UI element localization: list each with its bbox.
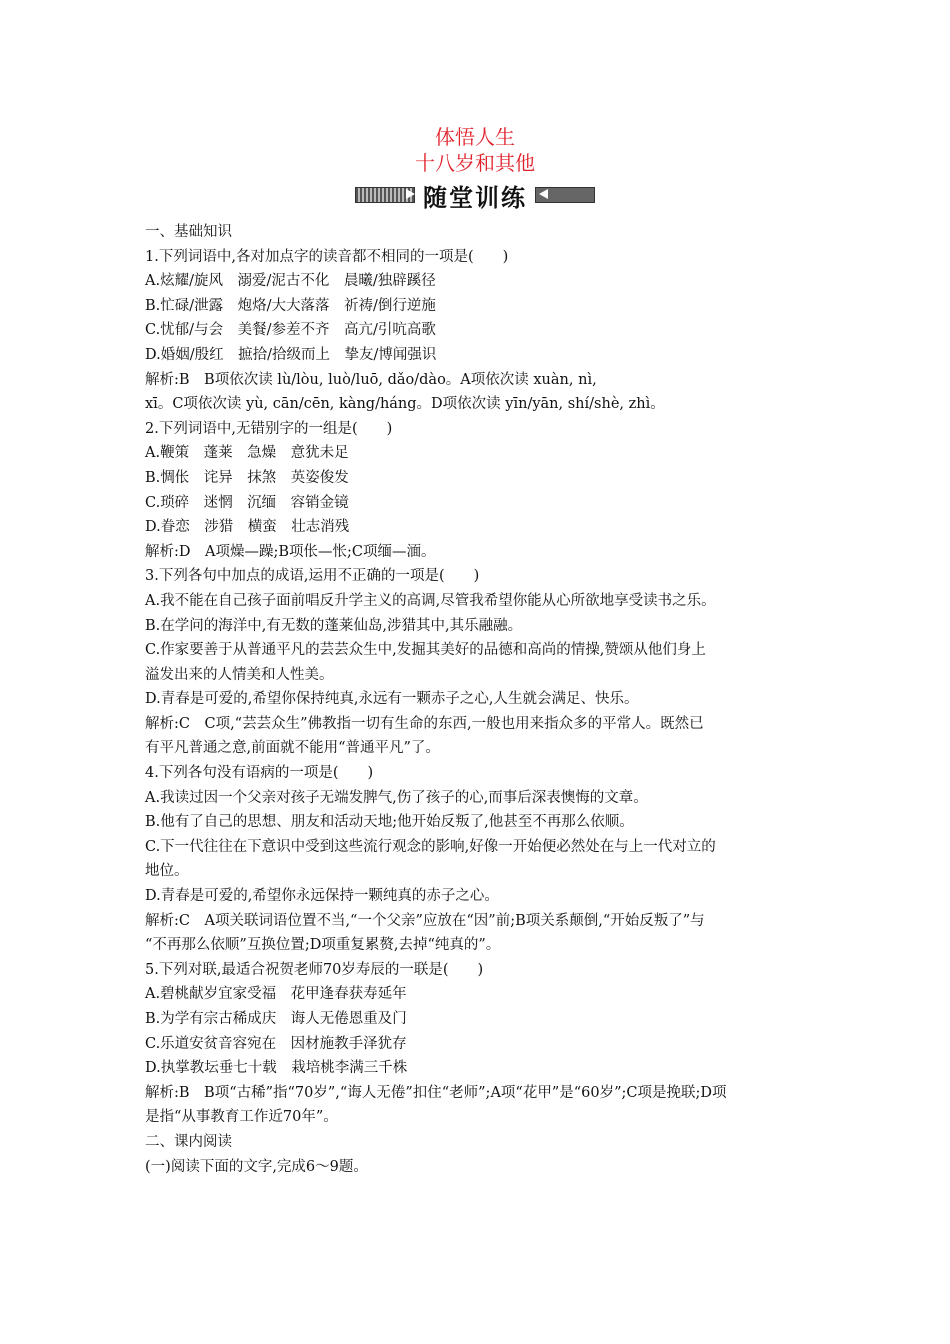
document-title: 体悟人生 — [435, 125, 515, 149]
question-4: 4.下列各句没有语病的一项是( ) — [145, 765, 374, 782]
section-heading: 二、课内阅读 — [145, 1133, 232, 1150]
option-line: 地位。 — [145, 863, 189, 880]
question-3: 3.下列各句中加点的成语,运用不正确的一项是( ) — [145, 568, 480, 585]
section-heading: 一、基础知识 — [145, 224, 232, 240]
document-body — [145, 220, 805, 1179]
option-line: D.眷恋 涉猎 横蛮 壮志消残 — [145, 519, 350, 536]
option-line: C.下一代往往在下意识中受到这些流行观念的影响,好像一开始便必然处在与上一代对立的 — [145, 838, 716, 855]
option-line: A.炫耀/旋风 溺爱/泥古不化 晨曦/独辟蹊径 — [145, 273, 436, 290]
option-line: B.他有了自己的思想、朋友和活动天地;他开始反叛了,他甚至不再那么依顺。 — [145, 814, 634, 831]
arrow-right-icon — [406, 189, 415, 199]
option-line: A.鞭策 蓬莱 急燥 意犹未足 — [145, 445, 349, 462]
option-line: C.作家要善于从普通平凡的芸芸众生中,发掘其美好的品德和高尚的情操,赞颂从他们身上 — [145, 642, 706, 659]
reading-instruction: (一)阅读下面的文字,完成6～9题。 — [145, 1158, 368, 1175]
option-line: B.在学问的海洋中,有无数的蓬莱仙岛,涉猎其中,其乐融融。 — [145, 617, 523, 634]
question-5: 5.下列对联,最适合祝贺老师70岁寿辰的一联是( ) — [145, 961, 484, 978]
option-line: D.婚姻/殷红 摭拾/拾级而上 挚友/博闻强识 — [145, 346, 437, 363]
question-1: 1.下列词语中,各对加点字的读音都不相同的一项是( ) — [145, 248, 509, 265]
answer-line: 解析:B B项依次读 lù/lòu, luò/luō, dǎo/dào。A项依次读 xuàn, nì, — [145, 371, 597, 388]
answer-line: 解析:B B项“古稀”指“70岁”,“诲人无倦”扣住“老师”;A项“花甲”是“60岁”;C项是挽联;D项 — [145, 1084, 727, 1101]
banner-title: 随堂训练 — [423, 183, 527, 212]
arrow-left-icon — [539, 189, 548, 199]
option-line: C.乐道安贫音容宛在 因材施教手泽犹存 — [145, 1035, 407, 1052]
option-line: C.忧郁/与会 美餐/参差不齐 高亢/引吭高歌 — [145, 322, 436, 339]
option-line: A.我不能在自己孩子面前唱反升学主义的高调,尽管我希望你能从心所欲地享受读书之乐。 — [145, 592, 716, 609]
option-line: B.为学有宗古稀成庆 诲人无倦恩重及门 — [145, 1011, 407, 1027]
document-subtitle: 十八岁和其他 — [415, 151, 535, 175]
document-page — [145, 124, 805, 1179]
answer-line: 解析:C C项,“芸芸众生”佛教指一切有生命的东西,一般也用来指众多的平常人。既然已 — [145, 715, 704, 732]
option-line: B.惆伥 诧异 抹煞 英姿俊发 — [145, 469, 349, 486]
banner-left-bar — [355, 187, 415, 203]
option-line: 溢发出来的人情美和人性美。 — [145, 666, 334, 683]
option-line: A.我读过因一个父亲对孩子无端发脾气,伤了孩子的心,而事后深表懊悔的文章。 — [145, 789, 648, 806]
answer-line: 解析:D A项燥—躁;B项伥—怅;C项缅—湎。 — [145, 543, 436, 560]
answer-line: 是指“从事教育工作近70年”。 — [145, 1109, 338, 1126]
option-line: C.琐碎 迷惘 沉缅 容销金镜 — [145, 494, 349, 511]
option-line: D.执掌教坛垂七十载 栽培桃李满三千株 — [145, 1060, 408, 1077]
section-banner — [145, 178, 805, 212]
option-line: B.忙碌/泄露 炮烙/大大落落 祈祷/倒行逆施 — [145, 297, 436, 314]
answer-line: 解析:C A项关联词语位置不当,“一个父亲”应放在“因”前;B项关系颠倒,“开始反叛了”与 — [145, 912, 705, 929]
question-2: 2.下列词语中,无错别字的一组是( ) — [145, 420, 393, 437]
answer-line: “不再那么依顺”互换位置;D项重复累赘,去掉“纯真的”。 — [145, 937, 501, 954]
banner-right-bar — [535, 187, 595, 203]
answer-line: 有平凡普通之意,前面就不能用“普通平凡”了。 — [145, 740, 440, 757]
option-line: D.青春是可爱的,希望你保持纯真,永远有一颗赤子之心,人生就会满足、快乐。 — [145, 691, 639, 708]
option-line: A.碧桃献岁宜家受福 花甲逢春获寿延年 — [145, 986, 407, 1003]
answer-line: xī。C项依次读 yù, cān/cēn, kàng/háng。D项依次读 yīn/yān, shí/shè, zhì。 — [145, 396, 665, 413]
option-line: D.青春是可爱的,希望你永远保持一颗纯真的赤子之心。 — [145, 888, 499, 905]
